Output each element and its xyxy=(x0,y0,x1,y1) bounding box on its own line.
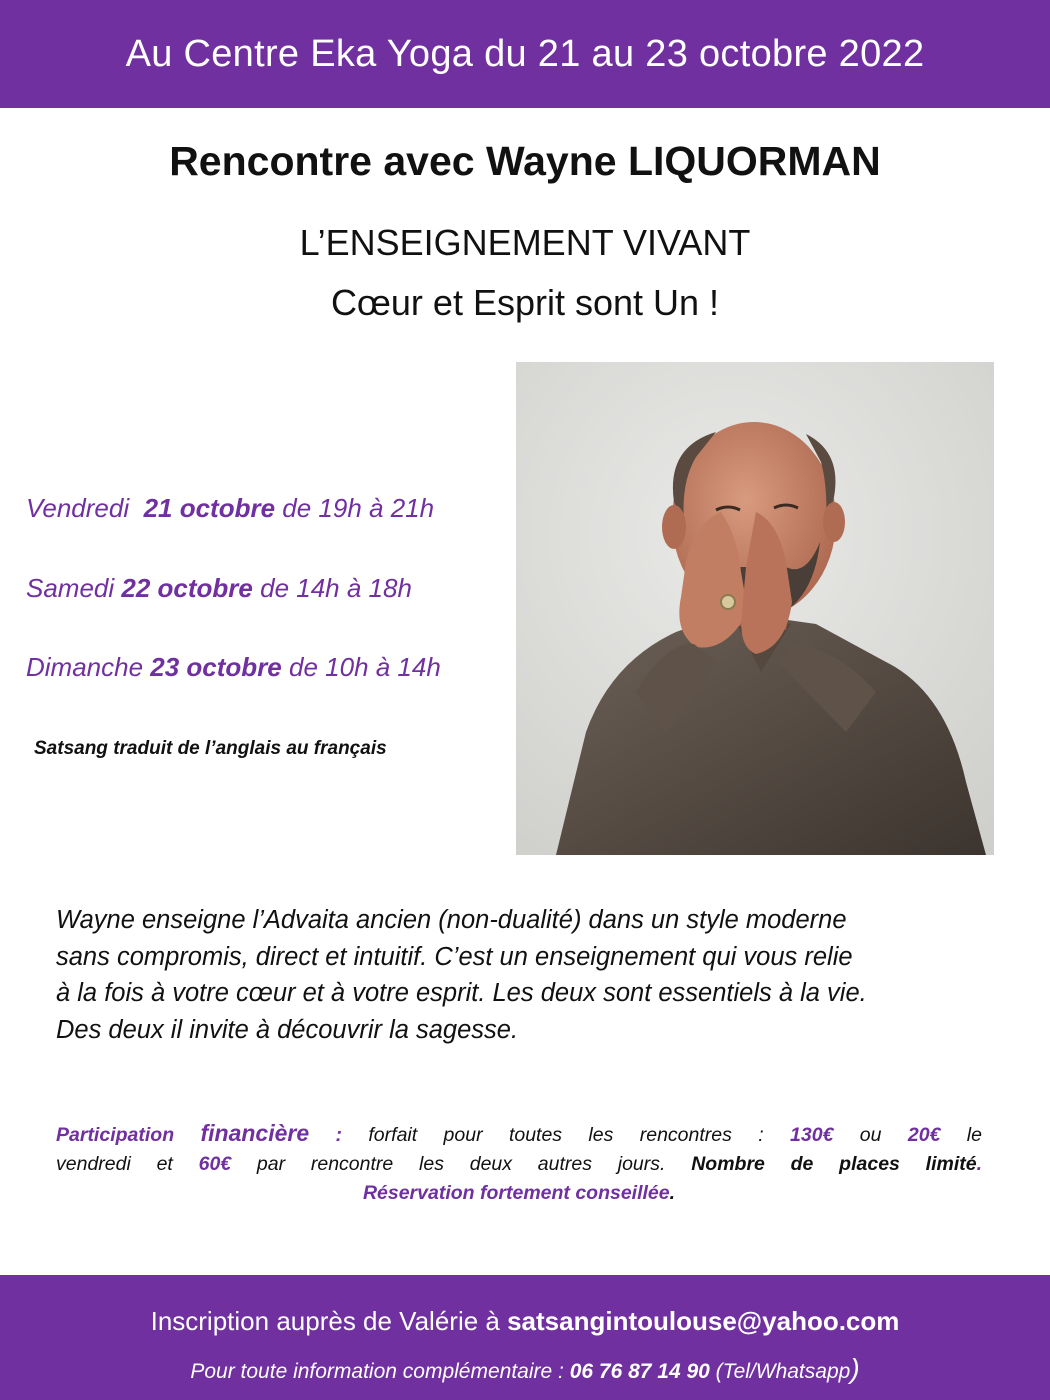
price-all: 130€ xyxy=(790,1124,834,1146)
schedule-hours: de 14h à 18h xyxy=(252,573,412,603)
participation-info xyxy=(56,1119,982,1208)
participation-row-2 xyxy=(56,1150,982,1179)
schedule-hours: de 19h à 21h xyxy=(275,493,435,523)
participation-text: vendredi et xyxy=(56,1153,199,1175)
info-line xyxy=(0,1353,1050,1385)
limited-places: Nombre de places limité xyxy=(691,1153,977,1175)
participation-label: Participation xyxy=(56,1124,175,1146)
schedule-saturday xyxy=(26,573,412,604)
description-line: Des deux il invite à découvrir la sagesse. xyxy=(56,1015,519,1044)
schedule-friday xyxy=(26,493,434,524)
price-other: 60€ xyxy=(198,1153,232,1175)
schedule-hours: de 10h à 14h xyxy=(281,652,441,682)
schedule-date: 22 octobre xyxy=(121,573,253,603)
participation-label-financial: financière xyxy=(200,1120,310,1146)
description xyxy=(56,902,1016,1048)
subtitle-tagline: Cœur et Esprit sont Un ! xyxy=(330,282,720,323)
participation-text: par rencontre les deux autres jours. xyxy=(231,1153,692,1175)
info-text: Pour toute information complémentaire : xyxy=(190,1360,570,1383)
page-title: Rencontre avec Wayne LIQUORMAN xyxy=(169,138,881,184)
participation-separator: : xyxy=(309,1124,369,1146)
contact-email[interactable]: satsangintoulouse@yahoo.com xyxy=(507,1306,900,1336)
subtitle-teaching: L’ENSEIGNEMENT VIVANT xyxy=(299,222,751,263)
schedule-date: 21 octobre xyxy=(143,493,276,523)
price-friday: 20€ xyxy=(907,1124,941,1146)
inscription-text: Inscription auprès de Valérie à xyxy=(150,1306,508,1336)
participation-or: ou xyxy=(833,1124,908,1146)
description-line: sans compromis, direct et intuitif. C’est un enseignement qui vous relie xyxy=(56,942,853,971)
speaker-photo xyxy=(516,362,994,855)
contact-phone[interactable]: 06 76 87 14 90 xyxy=(569,1360,710,1383)
top-banner xyxy=(0,0,1050,108)
participation-dot: . xyxy=(669,1182,676,1204)
schedule-sunday xyxy=(26,652,441,683)
bottom-banner xyxy=(0,1275,1050,1400)
description-line: Wayne enseigne l’Advaita ancien (non-dualité) dans un style moderne xyxy=(56,906,847,934)
schedule-date: 23 octobre xyxy=(150,652,282,682)
participation-text: le xyxy=(940,1124,982,1146)
participation-text: forfait pour toutes les rencontres : xyxy=(368,1124,791,1146)
participation-row-3 xyxy=(56,1179,982,1208)
description-line: à la fois à votre cœur et à votre esprit. Les deux sont essentiels à la vie. xyxy=(56,979,867,1007)
reservation-advice: Réservation fortement conseillée xyxy=(362,1182,670,1204)
phone-suffix: (Tel/Whatsapp xyxy=(709,1360,851,1383)
participation-dot: . xyxy=(976,1153,983,1175)
translation-note: Satsang traduit de l’anglais au français xyxy=(34,738,387,759)
event-venue-dates: Au Centre Eka Yoga du 21 au 23 octobre 2022 xyxy=(125,32,925,75)
schedule-day: Dimanche xyxy=(26,652,151,682)
schedule-day: Vendredi xyxy=(26,493,144,523)
schedule-day: Samedi xyxy=(26,573,122,603)
closing-paren: ) xyxy=(850,1353,860,1384)
participation-row-1 xyxy=(56,1119,982,1150)
inscription-line xyxy=(0,1306,1050,1337)
